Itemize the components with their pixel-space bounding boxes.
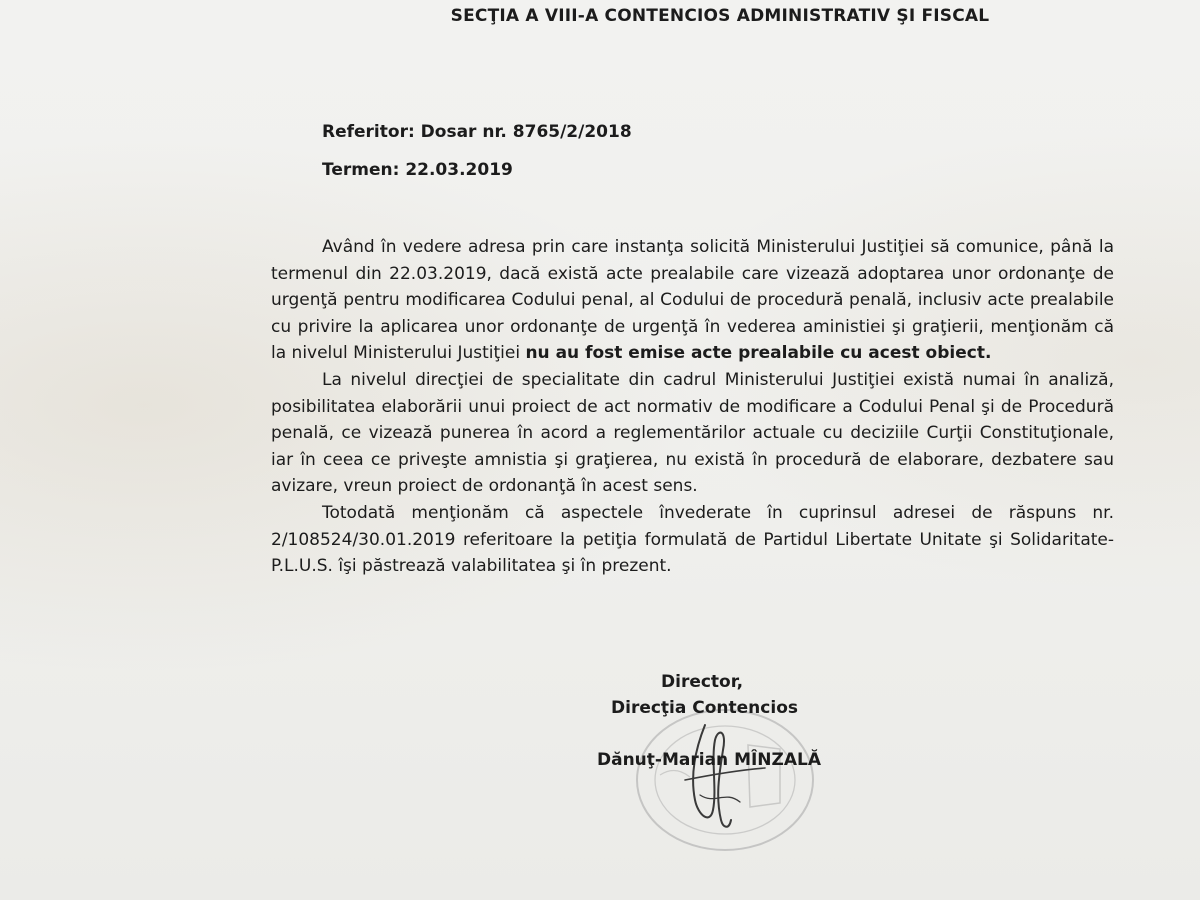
letter-body [271,234,1114,580]
signatory-role: Director, [661,672,744,692]
paragraph-3: Totodată menţionăm că aspectele învederate în cuprinsul adresei de răspuns nr. 2/108524/30.01.2019 referitoare la petiţia formulată de Partidul Libertate Unitate şi Solidaritate-P.L.U.S. îşi păstrează valabilitatea şi în prezent. [271,502,1114,577]
reference-termen: Termen: 22.03.2019 [322,160,513,180]
handwritten-signature [665,720,775,835]
paragraph-1 [271,234,1114,367]
paragraph-2: La nivelul direcţiei de specialitate din cadrul Ministerului Justiţiei există numai în analiză, posibilitatea elaborării unui proiect de act normativ de modificare a Codului Penal şi de Procedură penală, ce vizează punerea în acord a reglementărilor actuale cu deciziile Curţii Constituţionale, iar în ceea ce priveşte amnistia şi graţierea, nu există în procedură de elaborare, dezbatere sau avizare, vreun proiect de ordonanţă în acest sens. [271,369,1114,497]
reference-dosar: Referitor: Dosar nr. 8765/2/2018 [322,122,632,142]
signatory-department: Direcţia Contencios [611,698,798,718]
paragraph-1-emphasis: nu au fost emise acte prealabile cu acest obiect. [525,343,992,364]
paragraph-1-text: Având în vedere adresa prin care instanţa solicită Ministerului Justiţiei să comunice, până la termenul din 22.03.2019, dacă există acte prealabile care vizează adoptarea unor ordonanţe de urgenţă pentru modificarea Codului penal, al Codului de procedură penală, inclusiv acte prealabile cu privire la aplicarea unor ordonanţe de urgenţă în vederea aministiei şi graţierii, menţionăm că la nivelul Ministerului Justiţiei [271,237,1114,364]
signatory-name: Dănuţ-Marian MÎNZALĂ [597,750,822,770]
section-title: SECŢIA A VIII-A CONTENCIOS ADMINISTRATIV ŞI FISCAL [450,6,990,26]
